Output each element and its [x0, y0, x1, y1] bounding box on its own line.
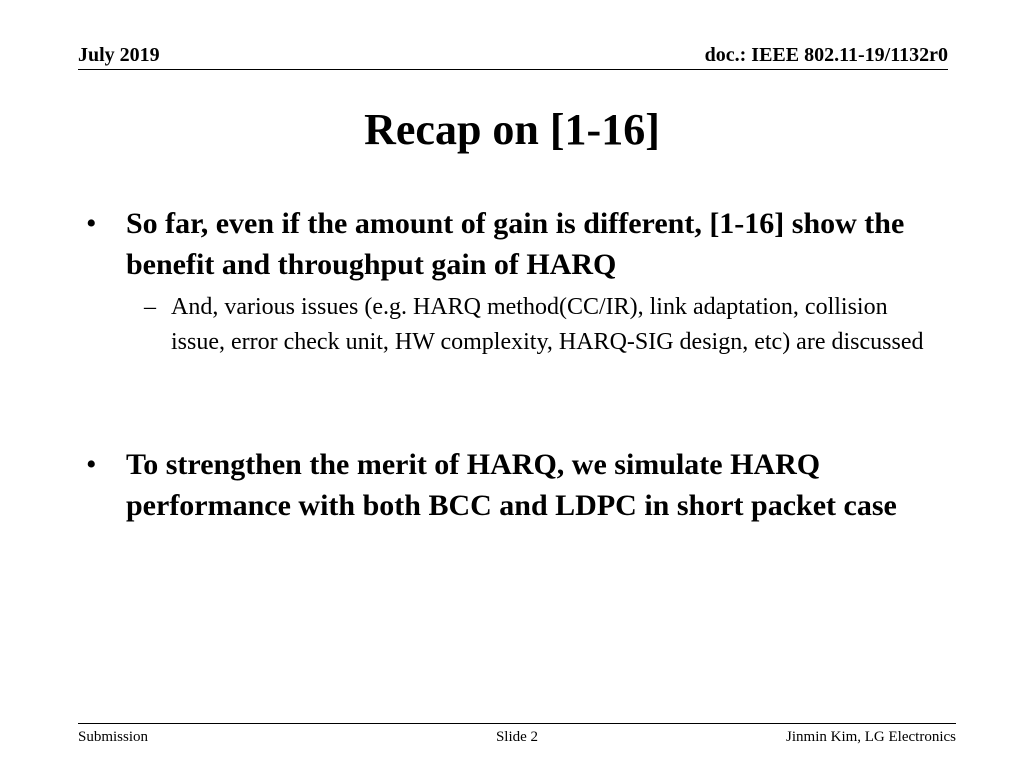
sub-bullet-marker: –	[144, 294, 156, 320]
footer-divider	[78, 723, 956, 724]
sub-bullet-item-1	[144, 290, 944, 360]
bullet-marker: •	[86, 448, 97, 481]
footer-author: Jinmin Kim, LG Electronics	[786, 729, 956, 745]
bullet-text: To strengthen the merit of HARQ, we simulate HARQ performance with both BCC and LDPC in short packet case	[126, 448, 897, 522]
footer-slide-number: Slide 2	[495, 729, 539, 745]
slide-title: Recap on [1-16]	[364, 105, 660, 154]
bullet-item-2	[86, 444, 946, 526]
header-date: July 2019	[78, 44, 160, 66]
footer-submission: Submission	[78, 729, 149, 745]
header-divider	[78, 69, 948, 70]
sub-bullet-text: And, various issues (e.g. HARQ method(CC/IR), link adaptation, collision issue, error check unit, HW complexity, HARQ-SIG design, etc) are discussed	[171, 294, 924, 355]
bullet-text: So far, even if the amount of gain is different, [1-16] show the benefit and throughput gain of HARQ	[126, 207, 905, 281]
header-doc-id: doc.: IEEE 802.11-19/1132r0	[704, 44, 948, 66]
bullet-item-1	[86, 203, 946, 285]
bullet-marker: •	[86, 207, 97, 240]
